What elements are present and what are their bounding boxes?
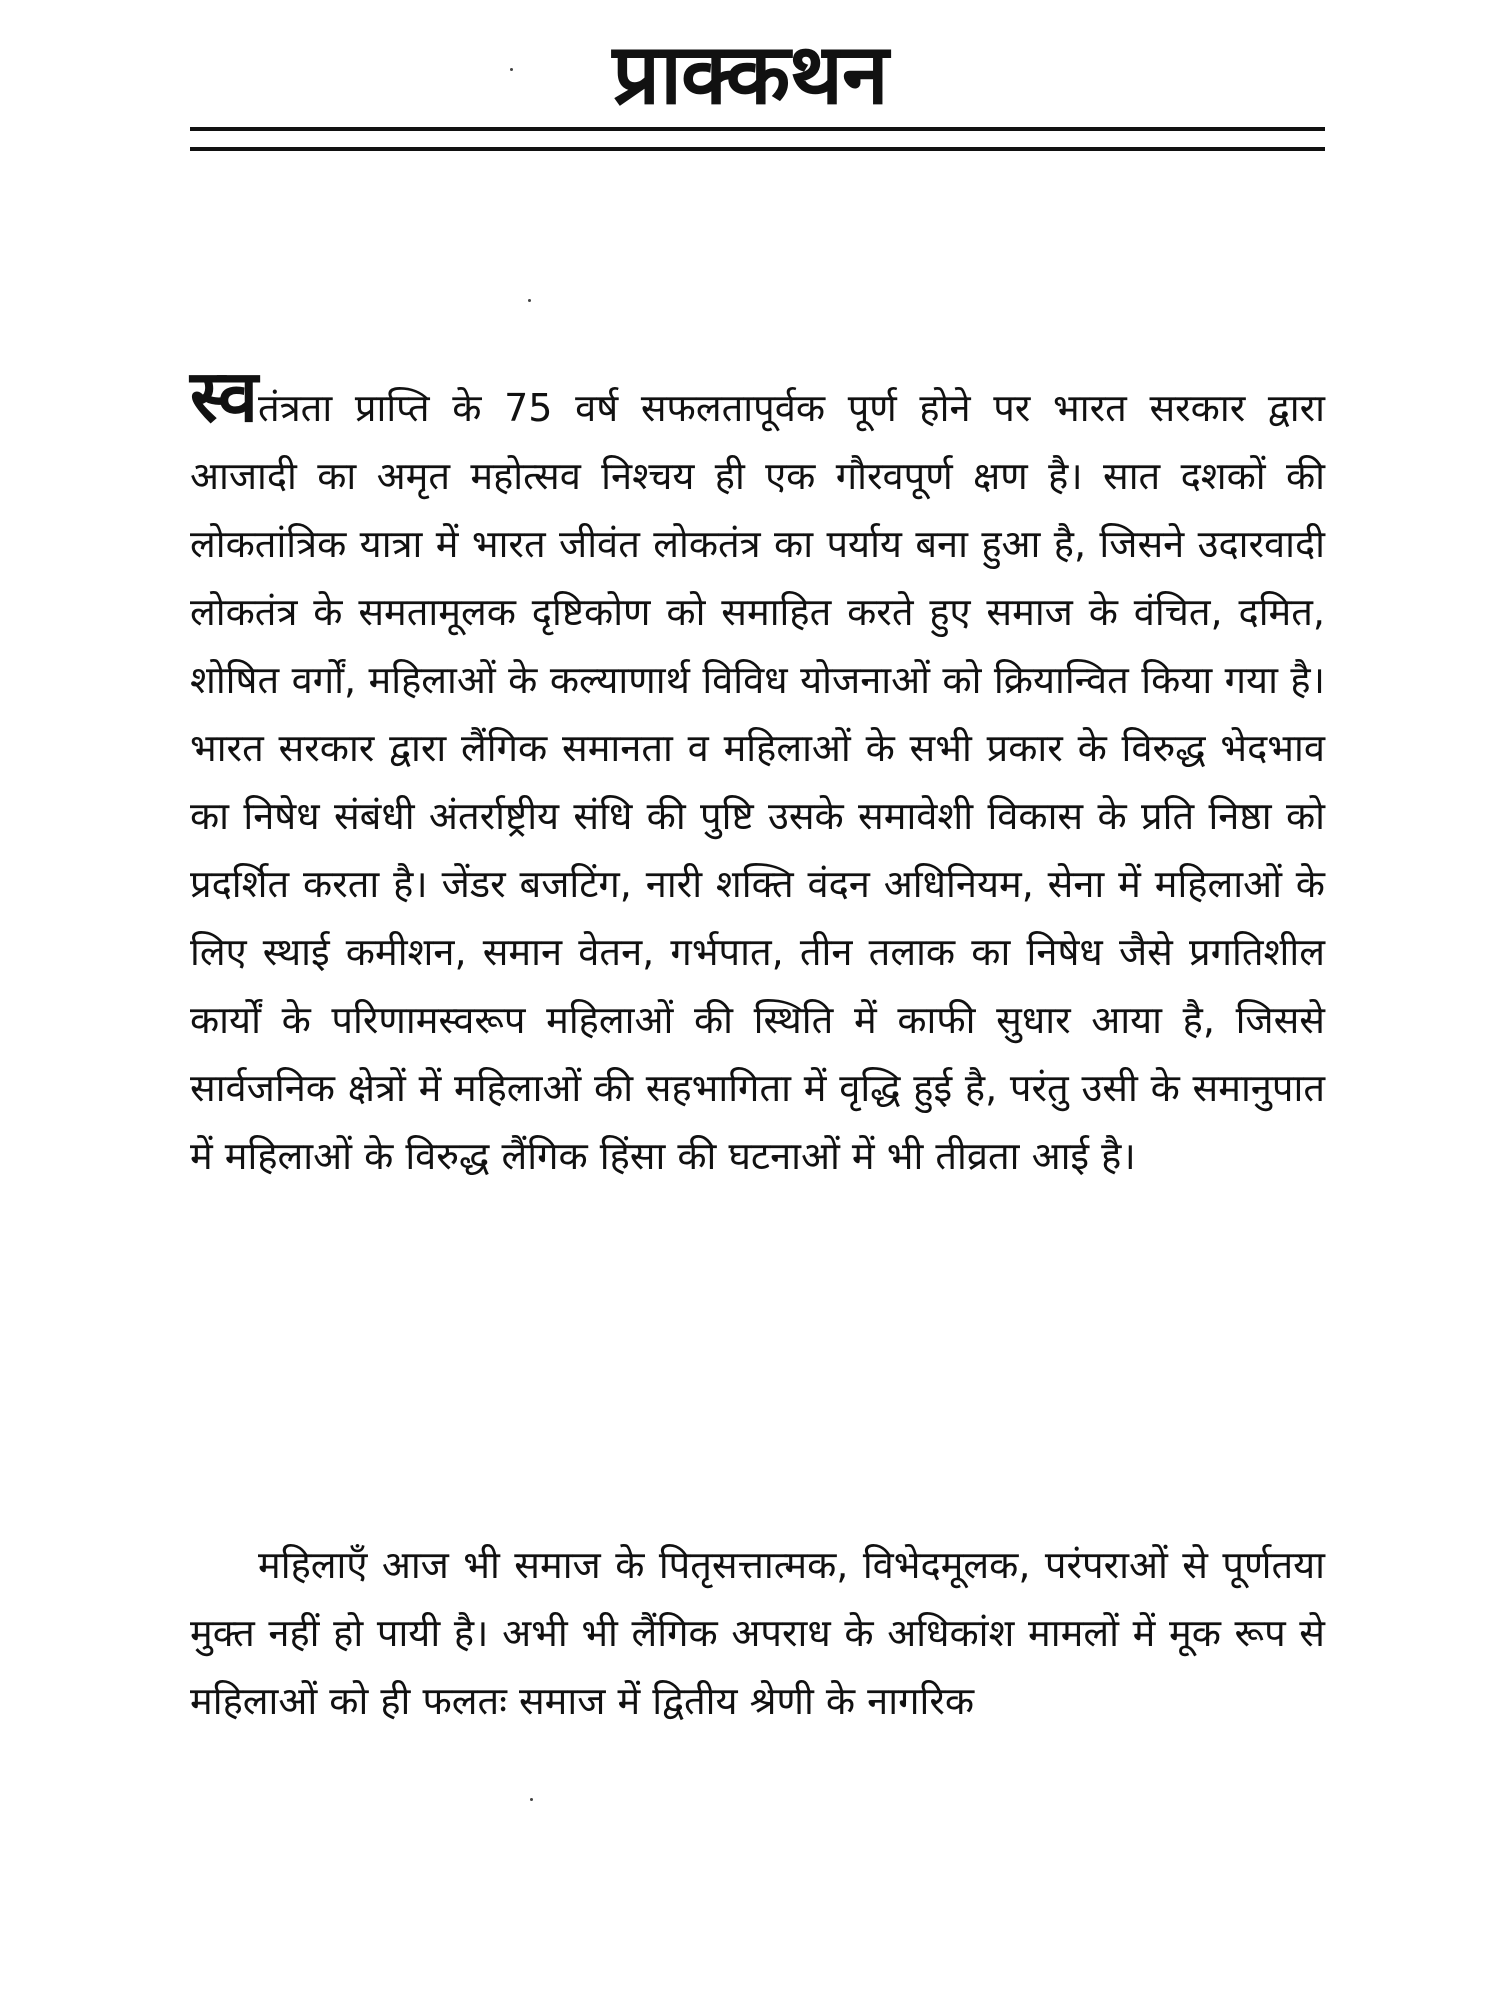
scan-speck xyxy=(528,299,531,302)
paragraph-2: महिलाएँ आज भी समाज के पितृसत्तात्मक, विभेदमूलक, परंपराओं से पूर्णतया मुक्त नहीं हो पायी है। अभी भी लैंगिक अपराध के अधिकांश मामलों में मूक रूप से महिलाओं को ही फलतः समाज में द्वितीय श्रेणी के नागरिक xyxy=(190,1543,1325,1723)
scan-speck xyxy=(530,1798,533,1801)
drop-cap: स्व xyxy=(190,354,259,438)
paragraph-1-text: तंत्रता प्राप्ति के 75 वर्ष सफलतापूर्वक पूर्ण होने पर भारत सरकार द्वारा आजादी का अमृत महोत्सव निश्चय ही एक गौरवपूर्ण क्षण है। सात दशकों की लोकतांत्रिक यात्रा में भारत जीवंत लोकतंत्र का पर्याय बना हुआ है, जिसने उदारवादी लोकतंत्र के समतामूलक दृष्टिकोण को समाहित करते हुए समाज के वंचित, दमित, शोषित वर्गों, महिलाओं के कल्याणार्थ विविध योजनाओं को क्रियान्वित किया गया है। भारत सरकार द्वारा लैंगिक समानता व महिलाओं के सभी प्रकार के विरुद्ध भेदभाव का निषेध संबंधी अंतर्राष्ट्रीय संधि की पुष्टि उसके समावेशी विकास के प्रति निष्ठा को प्रदर्शित करता है। जेंडर बजटिंग, नारी शक्ति वंदन अधिनियम, सेना में महिलाओं के लिए स्थाई कमीशन, समान वेतन, गर्भपात, तीन तलाक का निषेध जैसे प्रगतिशील कार्यों के परिणामस्वरूप महिलाओं की स्थिति में काफी सुधार आया है, जिससे सार्वजनिक क्षेत्रों में महिलाओं की सहभागिता में वृद्धि हुई है, परंतु उसी के समानुपात में महिलाओं के विरुद्ध लैंगिक हिंसा की घटनाओं में भी तीव्रता आई है। xyxy=(190,386,1325,1178)
page-title: प्राक्कथन xyxy=(612,25,888,123)
scan-speck xyxy=(510,68,513,71)
title-divider-top xyxy=(190,127,1325,131)
title-divider-bottom xyxy=(190,147,1325,151)
paragraph-1 xyxy=(190,354,1325,1190)
